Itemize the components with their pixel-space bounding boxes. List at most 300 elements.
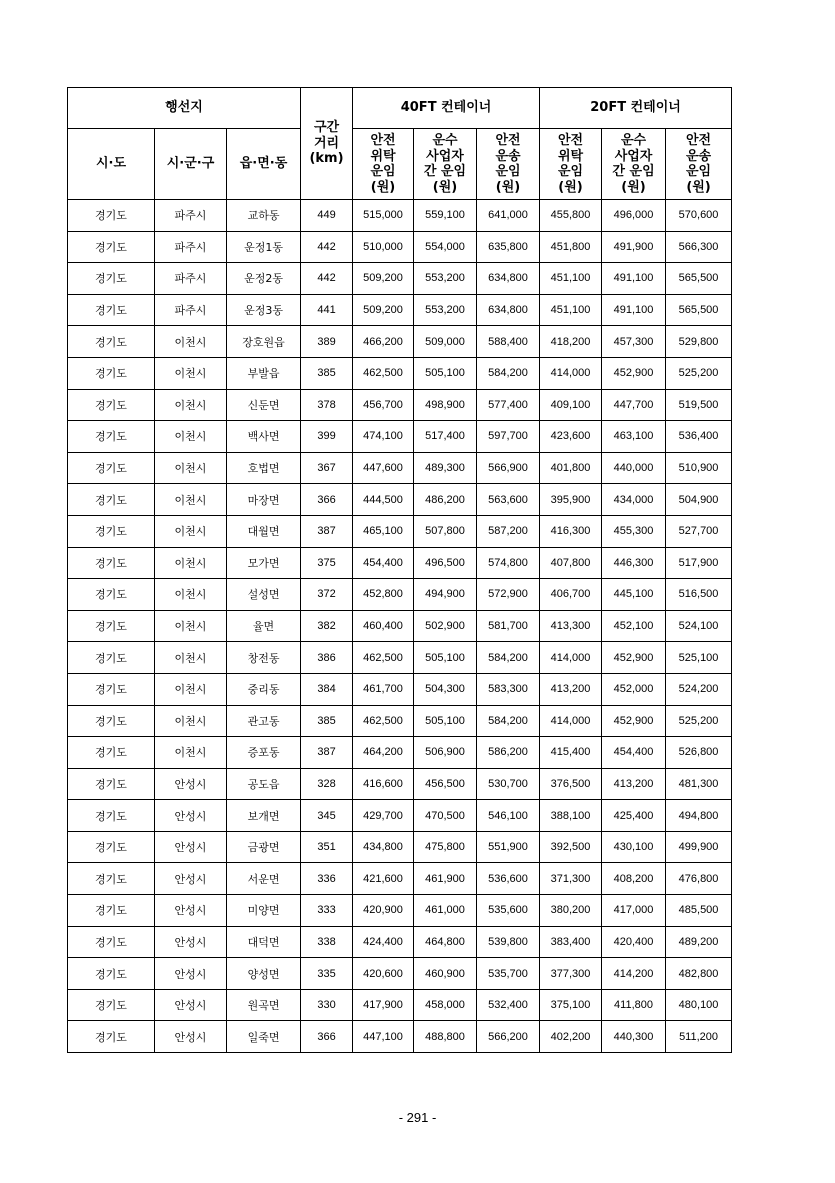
table-row	[68, 989, 732, 1021]
table-row	[68, 326, 732, 358]
eupmyeondong-cell: 운정1동	[227, 231, 301, 263]
header-20ft-between-carriers: 운수 사업자 간 운임 (원)	[602, 129, 666, 200]
40ft-between-carriers-cell: 509,000	[414, 326, 477, 358]
distance-cell: 442	[301, 231, 353, 263]
sigungu-cell: 이천시	[155, 484, 227, 516]
sigungu-cell: 안성시	[155, 989, 227, 1021]
20ft-safe-consign-cell: 406,700	[540, 579, 602, 611]
eupmyeondong-cell: 운정3동	[227, 294, 301, 326]
table-row	[68, 389, 732, 421]
eupmyeondong-cell: 증포동	[227, 737, 301, 769]
40ft-safe-consign-cell: 434,800	[353, 831, 414, 863]
sido-cell: 경기도	[68, 357, 155, 389]
40ft-safe-transport-cell: 584,200	[477, 705, 540, 737]
distance-cell: 345	[301, 800, 353, 832]
40ft-safe-transport-cell: 597,700	[477, 421, 540, 453]
40ft-safe-consign-cell: 420,900	[353, 895, 414, 927]
distance-cell: 441	[301, 294, 353, 326]
40ft-between-carriers-cell: 489,300	[414, 452, 477, 484]
20ft-between-carriers-cell: 425,400	[602, 800, 666, 832]
eupmyeondong-cell: 원곡면	[227, 989, 301, 1021]
40ft-safe-consign-cell: 416,600	[353, 768, 414, 800]
20ft-safe-consign-cell: 415,400	[540, 737, 602, 769]
distance-cell: 384	[301, 673, 353, 705]
20ft-safe-consign-cell: 413,300	[540, 610, 602, 642]
sigungu-cell: 안성시	[155, 863, 227, 895]
20ft-safe-transport-cell: 485,500	[666, 895, 732, 927]
40ft-safe-transport-cell: 546,100	[477, 800, 540, 832]
table-row	[68, 926, 732, 958]
eupmyeondong-cell: 일죽면	[227, 1021, 301, 1053]
40ft-between-carriers-cell: 461,000	[414, 895, 477, 927]
20ft-safe-transport-cell: 499,900	[666, 831, 732, 863]
40ft-safe-transport-cell: 583,300	[477, 673, 540, 705]
sido-cell: 경기도	[68, 326, 155, 358]
sido-cell: 경기도	[68, 515, 155, 547]
sido-cell: 경기도	[68, 200, 155, 232]
20ft-safe-transport-cell: 570,600	[666, 200, 732, 232]
20ft-safe-consign-cell: 377,300	[540, 958, 602, 990]
40ft-between-carriers-cell: 553,200	[414, 263, 477, 295]
sigungu-cell: 이천시	[155, 737, 227, 769]
20ft-between-carriers-cell: 446,300	[602, 547, 666, 579]
sido-cell: 경기도	[68, 831, 155, 863]
header-40ft-safe-consign: 안전 위탁 운임 (원)	[353, 129, 414, 200]
distance-cell: 449	[301, 200, 353, 232]
eupmyeondong-cell: 신둔면	[227, 389, 301, 421]
40ft-safe-transport-cell: 536,600	[477, 863, 540, 895]
sido-cell: 경기도	[68, 231, 155, 263]
40ft-safe-consign-cell: 456,700	[353, 389, 414, 421]
sido-cell: 경기도	[68, 547, 155, 579]
20ft-safe-transport-cell: 525,200	[666, 705, 732, 737]
header-20ft-safe-consign: 안전 위탁 운임 (원)	[540, 129, 602, 200]
sigungu-cell: 안성시	[155, 831, 227, 863]
sigungu-cell: 안성시	[155, 926, 227, 958]
20ft-safe-consign-cell: 451,100	[540, 263, 602, 295]
table-row	[68, 294, 732, 326]
20ft-safe-consign-cell: 451,800	[540, 231, 602, 263]
40ft-safe-consign-cell: 421,600	[353, 863, 414, 895]
20ft-safe-transport-cell: 565,500	[666, 263, 732, 295]
sido-cell: 경기도	[68, 989, 155, 1021]
sigungu-cell: 파주시	[155, 231, 227, 263]
table-row	[68, 642, 732, 674]
40ft-safe-transport-cell: 535,700	[477, 958, 540, 990]
header-20ft-safe-transport: 안전 운송 운임 (원)	[666, 129, 732, 200]
20ft-safe-consign-cell: 414,000	[540, 705, 602, 737]
40ft-safe-consign-cell: 424,400	[353, 926, 414, 958]
40ft-safe-consign-cell: 515,000	[353, 200, 414, 232]
table-row	[68, 1021, 732, 1053]
eupmyeondong-cell: 백사면	[227, 421, 301, 453]
table-row	[68, 200, 732, 232]
sigungu-cell: 안성시	[155, 800, 227, 832]
40ft-safe-transport-cell: 634,800	[477, 294, 540, 326]
eupmyeondong-cell: 교하동	[227, 200, 301, 232]
20ft-safe-transport-cell: 511,200	[666, 1021, 732, 1053]
sigungu-cell: 안성시	[155, 958, 227, 990]
table-row	[68, 484, 732, 516]
40ft-between-carriers-cell: 496,500	[414, 547, 477, 579]
eupmyeondong-cell: 운정2동	[227, 263, 301, 295]
20ft-between-carriers-cell: 430,100	[602, 831, 666, 863]
table-row	[68, 231, 732, 263]
distance-cell: 389	[301, 326, 353, 358]
40ft-safe-consign-cell: 444,500	[353, 484, 414, 516]
distance-cell: 338	[301, 926, 353, 958]
20ft-safe-consign-cell: 413,200	[540, 673, 602, 705]
40ft-between-carriers-cell: 498,900	[414, 389, 477, 421]
20ft-safe-transport-cell: 524,100	[666, 610, 732, 642]
20ft-safe-transport-cell: 525,200	[666, 357, 732, 389]
distance-cell: 372	[301, 579, 353, 611]
40ft-between-carriers-cell: 505,100	[414, 357, 477, 389]
eupmyeondong-cell: 장호원읍	[227, 326, 301, 358]
40ft-between-carriers-cell: 502,900	[414, 610, 477, 642]
distance-cell: 366	[301, 484, 353, 516]
20ft-between-carriers-cell: 455,300	[602, 515, 666, 547]
20ft-between-carriers-cell: 440,000	[602, 452, 666, 484]
20ft-between-carriers-cell: 452,900	[602, 642, 666, 674]
distance-cell: 330	[301, 989, 353, 1021]
20ft-safe-transport-cell: 482,800	[666, 958, 732, 990]
20ft-safe-transport-cell: 529,800	[666, 326, 732, 358]
20ft-safe-transport-cell: 517,900	[666, 547, 732, 579]
sido-cell: 경기도	[68, 705, 155, 737]
20ft-between-carriers-cell: 463,100	[602, 421, 666, 453]
20ft-between-carriers-cell: 440,300	[602, 1021, 666, 1053]
table-row	[68, 673, 732, 705]
sido-cell: 경기도	[68, 421, 155, 453]
freight-rate-table	[67, 87, 732, 1053]
20ft-between-carriers-cell: 452,000	[602, 673, 666, 705]
sido-cell: 경기도	[68, 1021, 155, 1053]
40ft-safe-transport-cell: 635,800	[477, 231, 540, 263]
20ft-safe-transport-cell: 480,100	[666, 989, 732, 1021]
sido-cell: 경기도	[68, 863, 155, 895]
20ft-between-carriers-cell: 408,200	[602, 863, 666, 895]
sigungu-cell: 이천시	[155, 389, 227, 421]
20ft-safe-transport-cell: 524,200	[666, 673, 732, 705]
eupmyeondong-cell: 설성면	[227, 579, 301, 611]
sigungu-cell: 이천시	[155, 421, 227, 453]
40ft-safe-consign-cell: 462,500	[353, 705, 414, 737]
40ft-between-carriers-cell: 464,800	[414, 926, 477, 958]
distance-cell: 385	[301, 705, 353, 737]
sigungu-cell: 파주시	[155, 294, 227, 326]
40ft-between-carriers-cell: 559,100	[414, 200, 477, 232]
40ft-safe-consign-cell: 465,100	[353, 515, 414, 547]
40ft-safe-transport-cell: 584,200	[477, 642, 540, 674]
20ft-safe-transport-cell: 489,200	[666, 926, 732, 958]
40ft-safe-transport-cell: 641,000	[477, 200, 540, 232]
40ft-between-carriers-cell: 470,500	[414, 800, 477, 832]
40ft-safe-transport-cell: 634,800	[477, 263, 540, 295]
sido-cell: 경기도	[68, 610, 155, 642]
sigungu-cell: 이천시	[155, 452, 227, 484]
sido-cell: 경기도	[68, 737, 155, 769]
40ft-safe-transport-cell: 574,800	[477, 547, 540, 579]
40ft-safe-transport-cell: 532,400	[477, 989, 540, 1021]
eupmyeondong-cell: 금광면	[227, 831, 301, 863]
sigungu-cell: 안성시	[155, 895, 227, 927]
20ft-between-carriers-cell: 420,400	[602, 926, 666, 958]
20ft-between-carriers-cell: 413,200	[602, 768, 666, 800]
sigungu-cell: 이천시	[155, 357, 227, 389]
20ft-safe-consign-cell: 395,900	[540, 484, 602, 516]
20ft-safe-consign-cell: 418,200	[540, 326, 602, 358]
eupmyeondong-cell: 서운면	[227, 863, 301, 895]
20ft-between-carriers-cell: 491,100	[602, 263, 666, 295]
table-body	[68, 200, 732, 1053]
20ft-between-carriers-cell: 454,400	[602, 737, 666, 769]
eupmyeondong-cell: 부발읍	[227, 357, 301, 389]
40ft-safe-transport-cell: 530,700	[477, 768, 540, 800]
table-row	[68, 705, 732, 737]
header-sigungu: 시·군·구	[155, 129, 227, 200]
40ft-safe-consign-cell: 462,500	[353, 357, 414, 389]
header-20ft-container: 20FT 컨테이너	[540, 88, 732, 129]
sigungu-cell: 안성시	[155, 1021, 227, 1053]
40ft-between-carriers-cell: 553,200	[414, 294, 477, 326]
distance-cell: 399	[301, 421, 353, 453]
40ft-between-carriers-cell: 456,500	[414, 768, 477, 800]
eupmyeondong-cell: 호법면	[227, 452, 301, 484]
20ft-between-carriers-cell: 452,900	[602, 705, 666, 737]
sido-cell: 경기도	[68, 389, 155, 421]
40ft-safe-consign-cell: 452,800	[353, 579, 414, 611]
20ft-between-carriers-cell: 414,200	[602, 958, 666, 990]
table-row	[68, 357, 732, 389]
40ft-safe-consign-cell: 510,000	[353, 231, 414, 263]
40ft-safe-transport-cell: 586,200	[477, 737, 540, 769]
table-row	[68, 452, 732, 484]
40ft-safe-consign-cell: 447,100	[353, 1021, 414, 1053]
distance-cell: 333	[301, 895, 353, 927]
20ft-safe-consign-cell: 409,100	[540, 389, 602, 421]
table-row	[68, 800, 732, 832]
distance-cell: 385	[301, 357, 353, 389]
table-row	[68, 263, 732, 295]
40ft-safe-consign-cell: 420,600	[353, 958, 414, 990]
header-distance: 구간 거리 (km)	[301, 88, 353, 200]
eupmyeondong-cell: 관고동	[227, 705, 301, 737]
sido-cell: 경기도	[68, 673, 155, 705]
20ft-safe-transport-cell: 566,300	[666, 231, 732, 263]
header-region: 행선지	[68, 88, 301, 129]
40ft-safe-transport-cell: 551,900	[477, 831, 540, 863]
40ft-safe-transport-cell: 566,900	[477, 452, 540, 484]
distance-cell: 335	[301, 958, 353, 990]
table-row	[68, 958, 732, 990]
40ft-safe-transport-cell: 577,400	[477, 389, 540, 421]
40ft-between-carriers-cell: 505,100	[414, 642, 477, 674]
eupmyeondong-cell: 모가면	[227, 547, 301, 579]
sido-cell: 경기도	[68, 800, 155, 832]
20ft-safe-transport-cell: 565,500	[666, 294, 732, 326]
40ft-between-carriers-cell: 461,900	[414, 863, 477, 895]
40ft-between-carriers-cell: 458,000	[414, 989, 477, 1021]
20ft-safe-transport-cell: 510,900	[666, 452, 732, 484]
table-row	[68, 895, 732, 927]
distance-cell: 442	[301, 263, 353, 295]
40ft-between-carriers-cell: 488,800	[414, 1021, 477, 1053]
eupmyeondong-cell: 중리동	[227, 673, 301, 705]
40ft-safe-transport-cell: 587,200	[477, 515, 540, 547]
20ft-safe-transport-cell: 526,800	[666, 737, 732, 769]
40ft-between-carriers-cell: 504,300	[414, 673, 477, 705]
sigungu-cell: 이천시	[155, 547, 227, 579]
40ft-between-carriers-cell: 460,900	[414, 958, 477, 990]
sido-cell: 경기도	[68, 895, 155, 927]
40ft-between-carriers-cell: 554,000	[414, 231, 477, 263]
20ft-safe-consign-cell: 402,200	[540, 1021, 602, 1053]
20ft-safe-transport-cell: 476,800	[666, 863, 732, 895]
distance-cell: 336	[301, 863, 353, 895]
sido-cell: 경기도	[68, 294, 155, 326]
20ft-between-carriers-cell: 491,900	[602, 231, 666, 263]
table-row	[68, 547, 732, 579]
distance-cell: 366	[301, 1021, 353, 1053]
40ft-safe-consign-cell: 429,700	[353, 800, 414, 832]
20ft-safe-consign-cell: 380,200	[540, 895, 602, 927]
distance-cell: 387	[301, 515, 353, 547]
page-number: - 291 -	[398, 1110, 437, 1125]
20ft-between-carriers-cell: 434,000	[602, 484, 666, 516]
sido-cell: 경기도	[68, 642, 155, 674]
table-row	[68, 831, 732, 863]
20ft-safe-consign-cell: 376,500	[540, 768, 602, 800]
20ft-safe-transport-cell: 494,800	[666, 800, 732, 832]
header-sido: 시·도	[68, 129, 155, 200]
40ft-safe-consign-cell: 474,100	[353, 421, 414, 453]
40ft-safe-consign-cell: 460,400	[353, 610, 414, 642]
40ft-safe-consign-cell: 417,900	[353, 989, 414, 1021]
table-row	[68, 768, 732, 800]
table-row	[68, 421, 732, 453]
distance-cell: 351	[301, 831, 353, 863]
sigungu-cell: 이천시	[155, 579, 227, 611]
20ft-safe-transport-cell: 481,300	[666, 768, 732, 800]
20ft-between-carriers-cell: 457,300	[602, 326, 666, 358]
40ft-between-carriers-cell: 475,800	[414, 831, 477, 863]
20ft-between-carriers-cell: 447,700	[602, 389, 666, 421]
40ft-safe-consign-cell: 464,200	[353, 737, 414, 769]
20ft-safe-consign-cell: 416,300	[540, 515, 602, 547]
sigungu-cell: 이천시	[155, 642, 227, 674]
sido-cell: 경기도	[68, 579, 155, 611]
40ft-between-carriers-cell: 517,400	[414, 421, 477, 453]
20ft-safe-consign-cell: 423,600	[540, 421, 602, 453]
distance-cell: 367	[301, 452, 353, 484]
sigungu-cell: 이천시	[155, 610, 227, 642]
40ft-safe-consign-cell: 454,400	[353, 547, 414, 579]
header-eupmyeondong: 읍·면·동	[227, 129, 301, 200]
40ft-safe-consign-cell: 447,600	[353, 452, 414, 484]
sigungu-cell: 이천시	[155, 515, 227, 547]
sido-cell: 경기도	[68, 958, 155, 990]
header-40ft-safe-transport: 안전 운송 운임 (원)	[477, 129, 540, 200]
20ft-safe-consign-cell: 371,300	[540, 863, 602, 895]
20ft-safe-consign-cell: 392,500	[540, 831, 602, 863]
sigungu-cell: 파주시	[155, 200, 227, 232]
eupmyeondong-cell: 창전동	[227, 642, 301, 674]
20ft-safe-transport-cell: 504,900	[666, 484, 732, 516]
sido-cell: 경기도	[68, 452, 155, 484]
20ft-between-carriers-cell: 452,100	[602, 610, 666, 642]
table-row	[68, 863, 732, 895]
eupmyeondong-cell: 율면	[227, 610, 301, 642]
40ft-safe-transport-cell: 566,200	[477, 1021, 540, 1053]
40ft-safe-transport-cell: 572,900	[477, 579, 540, 611]
distance-cell: 328	[301, 768, 353, 800]
40ft-safe-transport-cell: 535,600	[477, 895, 540, 927]
40ft-safe-transport-cell: 581,700	[477, 610, 540, 642]
20ft-safe-consign-cell: 375,100	[540, 989, 602, 1021]
20ft-between-carriers-cell: 452,900	[602, 357, 666, 389]
distance-cell: 386	[301, 642, 353, 674]
20ft-between-carriers-cell: 445,100	[602, 579, 666, 611]
20ft-safe-transport-cell: 536,400	[666, 421, 732, 453]
header-40ft-container: 40FT 컨테이너	[353, 88, 540, 129]
20ft-safe-transport-cell: 527,700	[666, 515, 732, 547]
20ft-safe-consign-cell: 451,100	[540, 294, 602, 326]
40ft-safe-consign-cell: 461,700	[353, 673, 414, 705]
distance-cell: 382	[301, 610, 353, 642]
sido-cell: 경기도	[68, 263, 155, 295]
40ft-safe-consign-cell: 509,200	[353, 263, 414, 295]
sigungu-cell: 이천시	[155, 326, 227, 358]
eupmyeondong-cell: 대월면	[227, 515, 301, 547]
40ft-safe-consign-cell: 466,200	[353, 326, 414, 358]
distance-cell: 375	[301, 547, 353, 579]
sido-cell: 경기도	[68, 926, 155, 958]
20ft-safe-consign-cell: 414,000	[540, 642, 602, 674]
40ft-safe-transport-cell: 588,400	[477, 326, 540, 358]
20ft-between-carriers-cell: 411,800	[602, 989, 666, 1021]
40ft-between-carriers-cell: 507,800	[414, 515, 477, 547]
20ft-safe-consign-cell: 388,100	[540, 800, 602, 832]
20ft-safe-transport-cell: 519,500	[666, 389, 732, 421]
40ft-safe-consign-cell: 509,200	[353, 294, 414, 326]
40ft-between-carriers-cell: 506,900	[414, 737, 477, 769]
40ft-between-carriers-cell: 486,200	[414, 484, 477, 516]
sido-cell: 경기도	[68, 768, 155, 800]
eupmyeondong-cell: 미양면	[227, 895, 301, 927]
table-row	[68, 610, 732, 642]
eupmyeondong-cell: 공도읍	[227, 768, 301, 800]
40ft-safe-transport-cell: 584,200	[477, 357, 540, 389]
sigungu-cell: 이천시	[155, 673, 227, 705]
20ft-safe-transport-cell: 516,500	[666, 579, 732, 611]
eupmyeondong-cell: 마장면	[227, 484, 301, 516]
20ft-safe-consign-cell: 383,400	[540, 926, 602, 958]
sigungu-cell: 이천시	[155, 705, 227, 737]
40ft-between-carriers-cell: 494,900	[414, 579, 477, 611]
20ft-safe-consign-cell: 401,800	[540, 452, 602, 484]
sigungu-cell: 파주시	[155, 263, 227, 295]
40ft-between-carriers-cell: 505,100	[414, 705, 477, 737]
eupmyeondong-cell: 보개면	[227, 800, 301, 832]
sido-cell: 경기도	[68, 484, 155, 516]
20ft-between-carriers-cell: 417,000	[602, 895, 666, 927]
40ft-safe-transport-cell: 539,800	[477, 926, 540, 958]
20ft-between-carriers-cell: 491,100	[602, 294, 666, 326]
eupmyeondong-cell: 대덕면	[227, 926, 301, 958]
20ft-safe-consign-cell: 407,800	[540, 547, 602, 579]
distance-cell: 387	[301, 737, 353, 769]
